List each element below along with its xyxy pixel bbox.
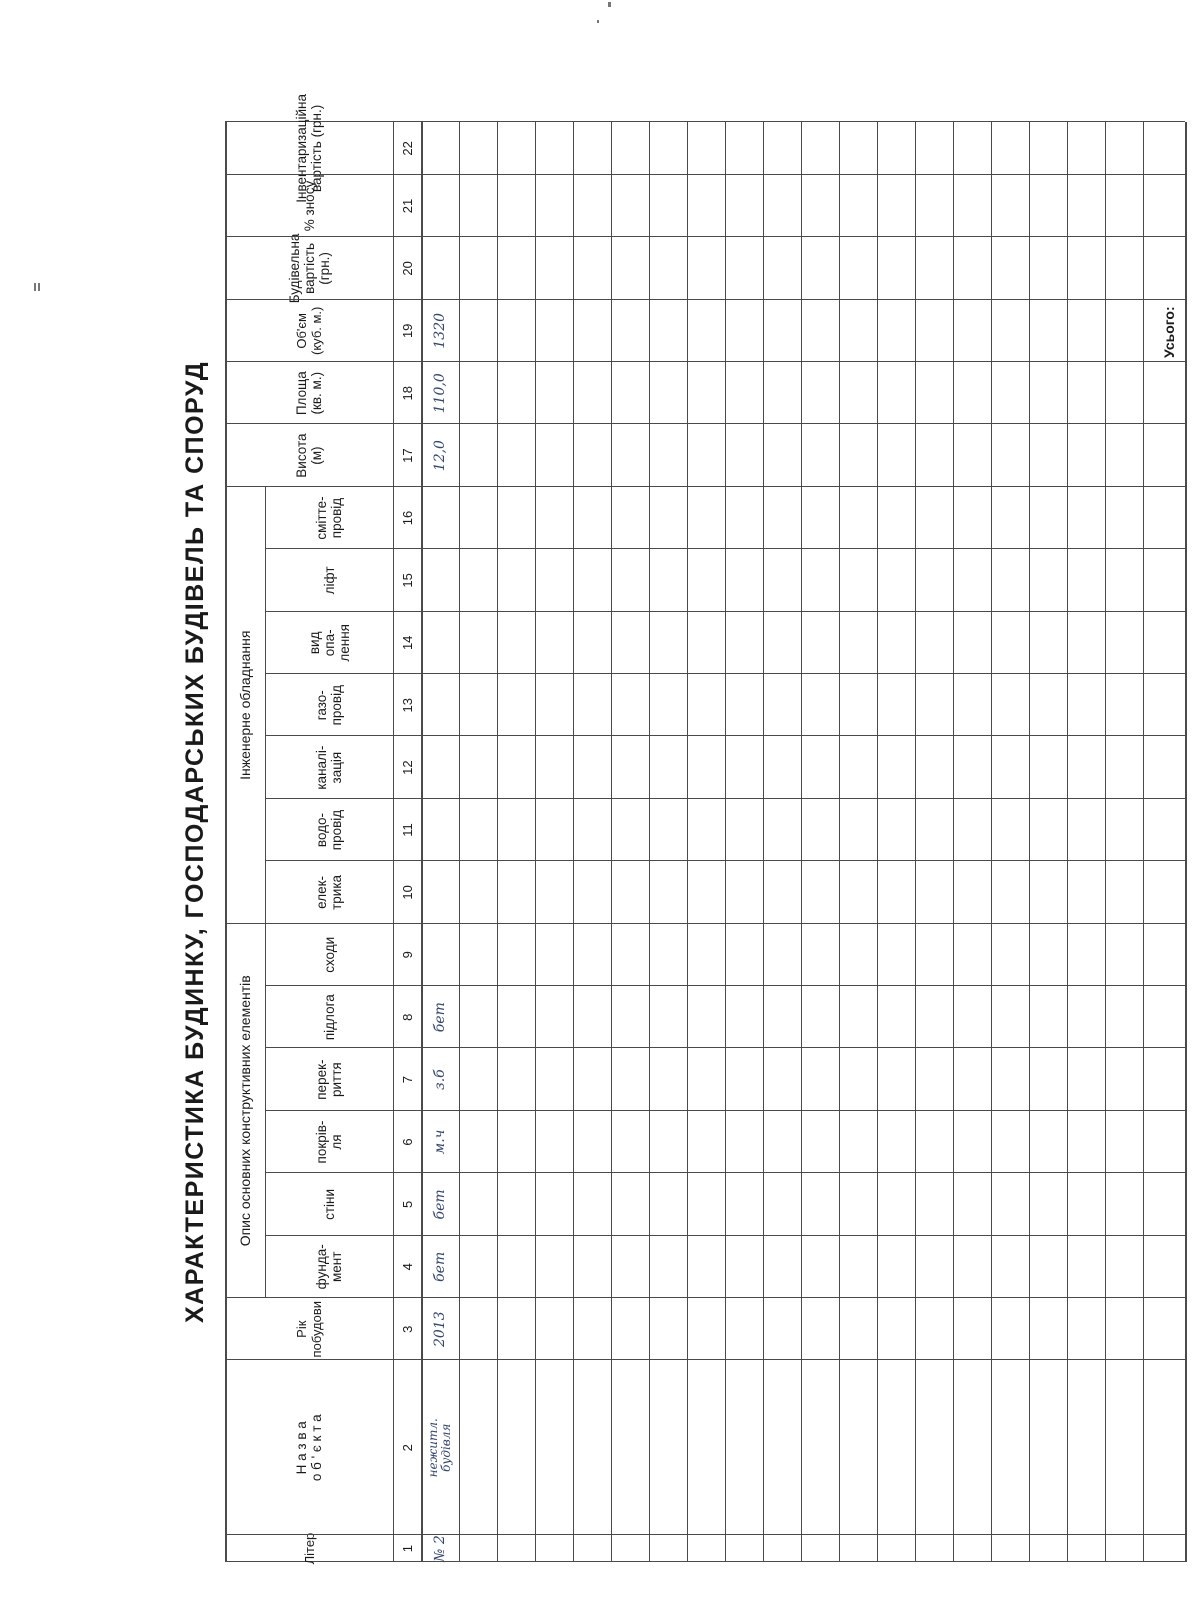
grid-line [535,122,536,1562]
form-title: ХАРАКТЕРИСТИКА БУДИНКУ, ГОСПОДАРСЬКИХ БУДІВЕЛЬ ТА СПОРУД [181,361,209,1324]
column-number-9: 9 [399,951,415,959]
grid-line [225,1359,1185,1360]
grid-line [225,236,1185,237]
column-number-12: 12 [399,760,415,775]
grid-line [393,122,394,1562]
grid-line [225,923,1185,924]
column-header-18: Площа (кв. м.) [294,371,324,416]
grid-line [953,122,954,1562]
handwritten-floor: бет [431,1002,448,1033]
column-number-13: 13 [399,697,415,713]
column-number-5: 5 [399,1200,415,1209]
column-header-15: ліфт [321,566,337,595]
grid-line [725,122,726,1562]
column-header-8: підлога [321,994,337,1041]
column-header-16: смітте- провід [314,496,344,540]
column-number-1: 1 [399,1544,415,1553]
column-header-2: Н а з в а о б ' є к т а [294,1414,324,1482]
column-number-17: 17 [399,448,415,463]
grid-line [225,486,1185,487]
column-number-18: 18 [399,385,415,401]
handwritten-ceiling: з.б [431,1069,448,1090]
grid-line [839,122,840,1562]
column-number-4: 4 [399,1263,415,1271]
total-label: Усього: [1161,306,1177,358]
column-header-12: каналі- зація [314,745,344,790]
column-header-9: сходи [321,936,337,973]
handwritten-area: 110,0 [431,373,448,414]
grid-line [649,122,650,1562]
grid-line [1185,122,1187,1562]
column-number-22: 22 [399,141,415,156]
scan-speck [597,20,599,23]
column-header-22: Інвентаризаційна вартість (грн.) [294,94,324,203]
column-header-21: % зносу [301,180,317,232]
column-header-13: газо- провід [314,685,344,726]
grid-line [611,122,612,1562]
characteristics-form [175,94,1177,1565]
column-number-2: 2 [399,1444,415,1452]
group-header-constructive: Опис основних конструктивних елементів [236,975,253,1247]
scan-speck [608,2,611,7]
scan-speck [38,283,40,291]
handwritten-year: 2013 [431,1311,448,1348]
column-number-14: 14 [399,635,415,651]
grid-line [687,122,688,1562]
column-number-7: 7 [399,1076,415,1084]
grid-line [225,174,1185,175]
column-header-20: Будівельна вартість (грн.) [286,233,332,304]
column-number-6: 6 [399,1138,415,1146]
handwritten-height: 12,0 [431,440,448,472]
column-number-16: 16 [399,510,415,526]
scan-speck [34,283,36,291]
column-header-17: Висота (м) [294,433,324,478]
column-number-10: 10 [399,885,415,900]
column-header-4: фунда- мент [314,1244,344,1290]
column-number-11: 11 [399,823,415,837]
column-header-19: Об'єм (куб. м.) [294,306,324,355]
handwritten-liter: № 2 [431,1535,448,1562]
grid-line [225,1297,1185,1298]
grid-line [225,361,1185,362]
handwritten-roof: м.ч [431,1129,448,1155]
grid-line [573,122,574,1562]
column-header-3: Рік побудови [294,1300,324,1358]
column-header-14: вид опа- лення [306,624,352,662]
grid-line [225,1534,1185,1535]
grid-line [801,122,802,1562]
column-number-20: 20 [399,261,415,276]
handwritten-volume: 1320 [431,312,448,349]
grid-line [1105,122,1106,1562]
grid-line [459,122,460,1562]
group-header-engineering: Інженерне обладнання [236,630,253,780]
grid-line [225,423,1185,424]
grid-line [915,122,916,1562]
grid-line [1067,122,1068,1562]
column-header-7: перек- риття [314,1059,344,1100]
column-number-19: 19 [399,323,415,339]
grid-line [763,122,764,1562]
handwritten-walls: бет [431,1189,448,1220]
column-number-3: 3 [399,1325,415,1333]
column-header-11: водо- провід [314,809,344,851]
grid-line [877,122,878,1562]
grid-line [1029,122,1030,1562]
handwritten-name: нежитл. будівля [426,1418,453,1478]
grid-line [225,299,1185,300]
column-number-8: 8 [399,1013,415,1021]
column-header-10: елек- трика [314,874,344,910]
column-number-21: 21 [399,198,415,214]
column-header-5: стіни [321,1188,337,1220]
grid-line [1143,122,1144,1562]
grid-line [497,122,498,1562]
column-header-1: Літер [301,1532,317,1565]
column-header-6: покрів- ля [314,1120,344,1164]
grid-line [991,122,992,1562]
handwritten-foundation: бет [431,1251,448,1282]
column-number-15: 15 [399,573,415,588]
